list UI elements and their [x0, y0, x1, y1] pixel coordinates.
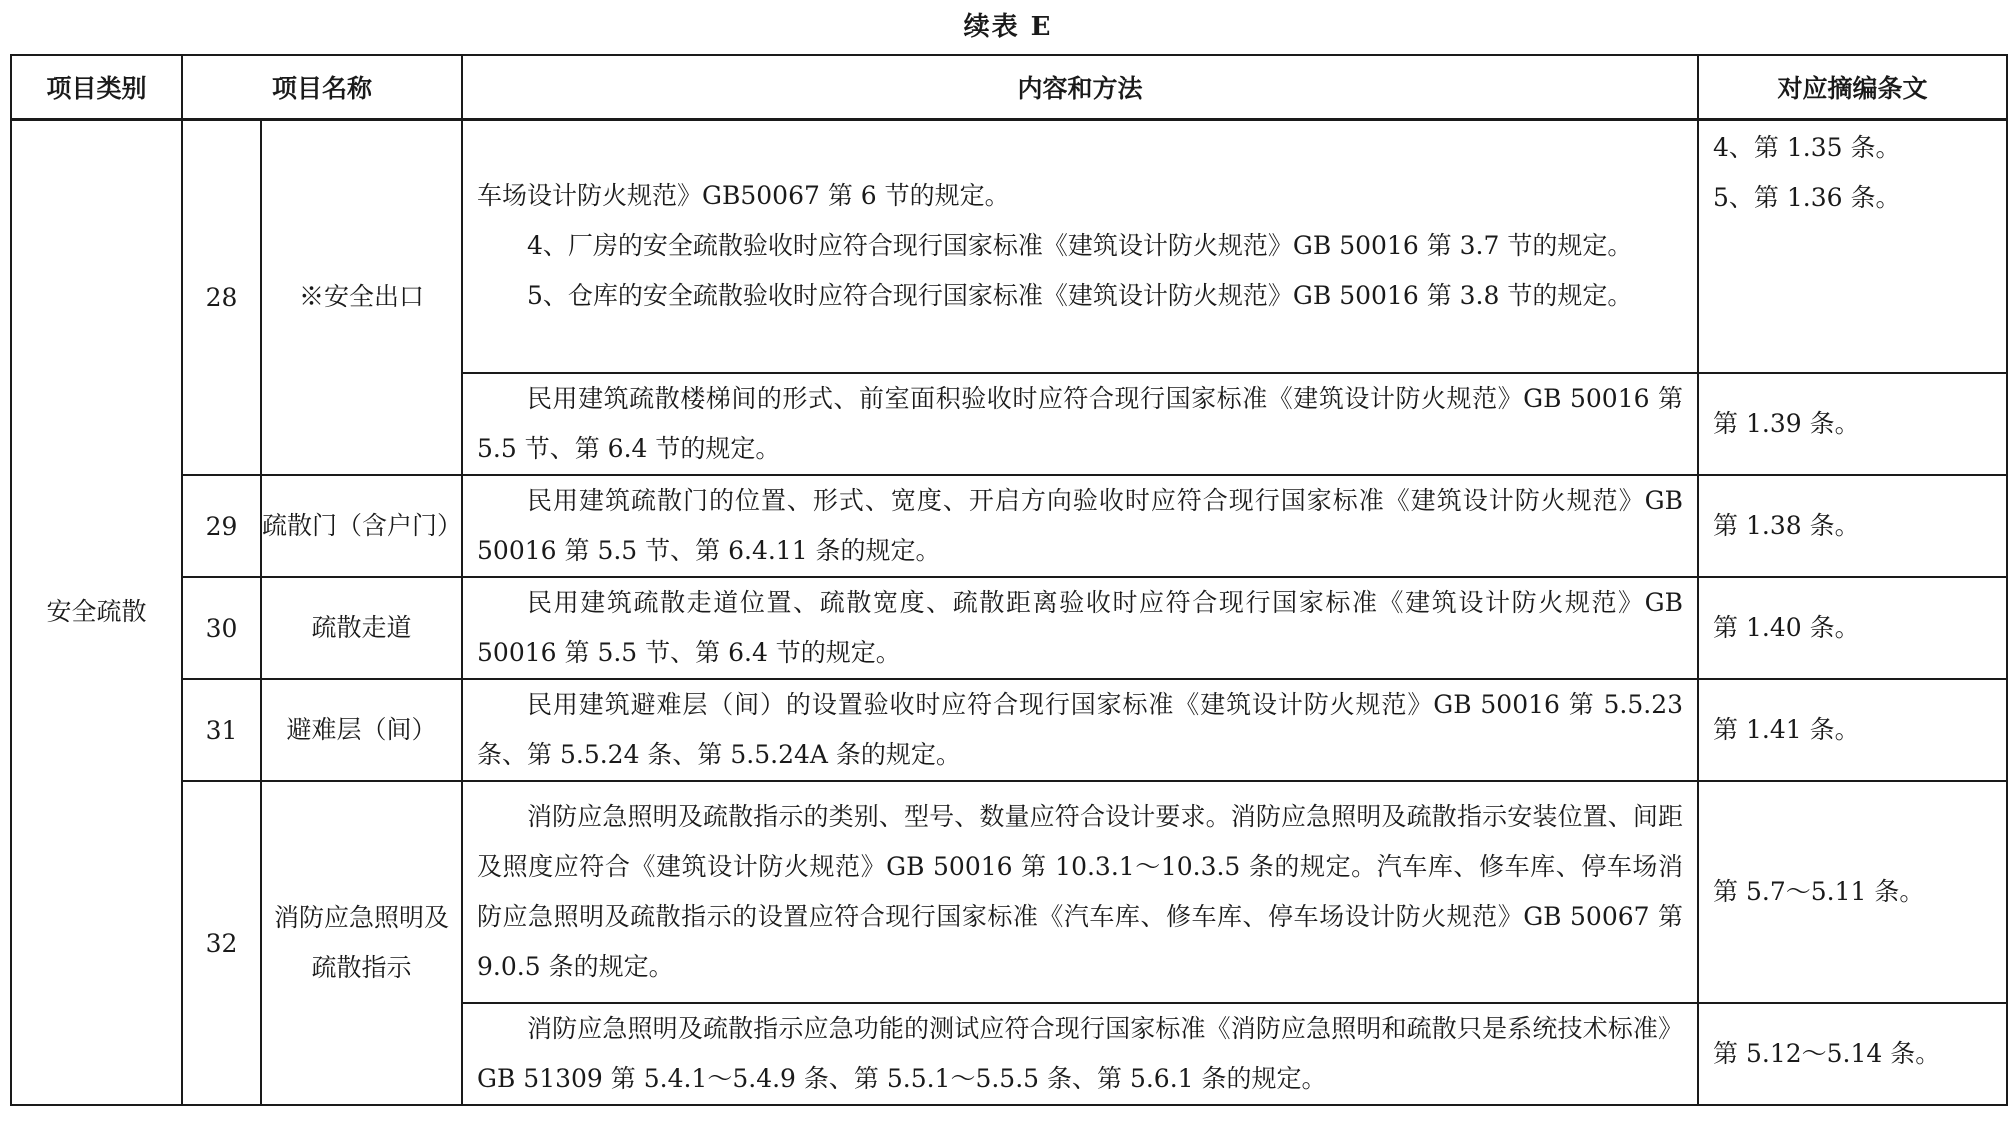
table-row: [11, 679, 2007, 781]
ref-cell: 第 5.7～5.11 条。: [1698, 781, 2007, 1003]
content-paragraph: 车场设计防火规范》GB50067 第 6 节的规定。: [477, 181, 1010, 211]
item-number: 28: [182, 119, 261, 475]
ref-line: 5、第 1.36 条。: [1713, 182, 1901, 212]
table-row: [11, 781, 2007, 1003]
content-paragraph: 民用建筑疏散走道位置、疏散宽度、疏散距离验收时应符合现行国家标准《建筑设计防火规范》GB 50016 第 5.5 节、第 6.4 节的规定。: [477, 588, 1684, 667]
header-content: 内容和方法: [462, 55, 1698, 119]
item-number: 29: [182, 475, 261, 577]
content-paragraph: 民用建筑疏散门的位置、形式、宽度、开启方向验收时应符合现行国家标准《建筑设计防火规范》GB 50016 第 5.5 节、第 6.4.11 条的规定。: [477, 486, 1684, 565]
item-name: 疏散走道: [261, 577, 462, 679]
header-name: 项目名称: [182, 55, 462, 119]
item-name: 避难层（间）: [261, 679, 462, 781]
content-paragraph: 消防应急照明及疏散指示的类别、型号、数量应符合设计要求。消防应急照明及疏散指示安装位置、间距及照度应符合《建筑设计防火规范》GB 50016 第 10.3.1～10.3.5 条的规定。汽车库、修车库、停车场消防应急照明及疏散指示的设置应符合现行国家标准《汽车库、修车库、停车场设计防火规范》GB 50067 第 9.0.5 条的规定。: [477, 802, 1684, 981]
ref-cell: 第 1.39 条。: [1698, 373, 2007, 475]
item-number: 31: [182, 679, 261, 781]
content-cell: [462, 373, 1698, 475]
item-name: ※安全出口: [261, 119, 462, 475]
item-number: 32: [182, 781, 261, 1105]
ref-cell: [1698, 119, 2007, 373]
table-row: [11, 119, 2007, 373]
ref-cell: 第 1.38 条。: [1698, 475, 2007, 577]
content-paragraph: 4、厂房的安全疏散验收时应符合现行国家标准《建筑设计防火规范》GB 50016 第 3.7 节的规定。: [527, 231, 1633, 261]
content-cell: [462, 577, 1698, 679]
acceptance-table: [10, 54, 2008, 1106]
content-cell: [462, 119, 1698, 373]
content-cell: [462, 475, 1698, 577]
category-cell: 安全疏散: [11, 119, 182, 1105]
ref-line: 4、第 1.35 条。: [1713, 132, 1901, 162]
content-cell: [462, 781, 1698, 1003]
ref-cell: 第 5.12～5.14 条。: [1698, 1003, 2007, 1105]
item-number: 30: [182, 577, 261, 679]
content-cell: [462, 679, 1698, 781]
content-cell: [462, 1003, 1698, 1105]
item-name: 疏散门（含户门）: [261, 475, 462, 577]
content-paragraph: 民用建筑避难层（间）的设置验收时应符合现行国家标准《建筑设计防火规范》GB 50016 第 5.5.23 条、第 5.5.24 条、第 5.5.24A 条的规定。: [477, 690, 1684, 769]
content-paragraph: 5、仓库的安全疏散验收时应符合现行国家标准《建筑设计防火规范》GB 50016 第 3.8 节的规定。: [527, 281, 1633, 311]
header-row: [11, 55, 2007, 119]
table-row: [11, 577, 2007, 679]
table-caption: 续表 E: [963, 12, 1053, 42]
item-name: 消防应急照明及疏散指示: [261, 781, 462, 1105]
header-ref: 对应摘编条文: [1698, 55, 2007, 119]
content-paragraph: 民用建筑疏散楼梯间的形式、前室面积验收时应符合现行国家标准《建筑设计防火规范》GB 50016 第 5.5 节、第 6.4 节的规定。: [477, 384, 1684, 463]
ref-cell: 第 1.40 条。: [1698, 577, 2007, 679]
content-paragraph: 消防应急照明及疏散指示应急功能的测试应符合现行国家标准《消防应急照明和疏散只是系统技术标准》GB 51309 第 5.4.1～5.4.9 条、第 5.5.1～5.5.5 条、第 5.6.1 条的规定。: [477, 1014, 1684, 1093]
ref-cell: 第 1.41 条。: [1698, 679, 2007, 781]
table-row: [11, 475, 2007, 577]
header-category: 项目类别: [11, 55, 182, 119]
